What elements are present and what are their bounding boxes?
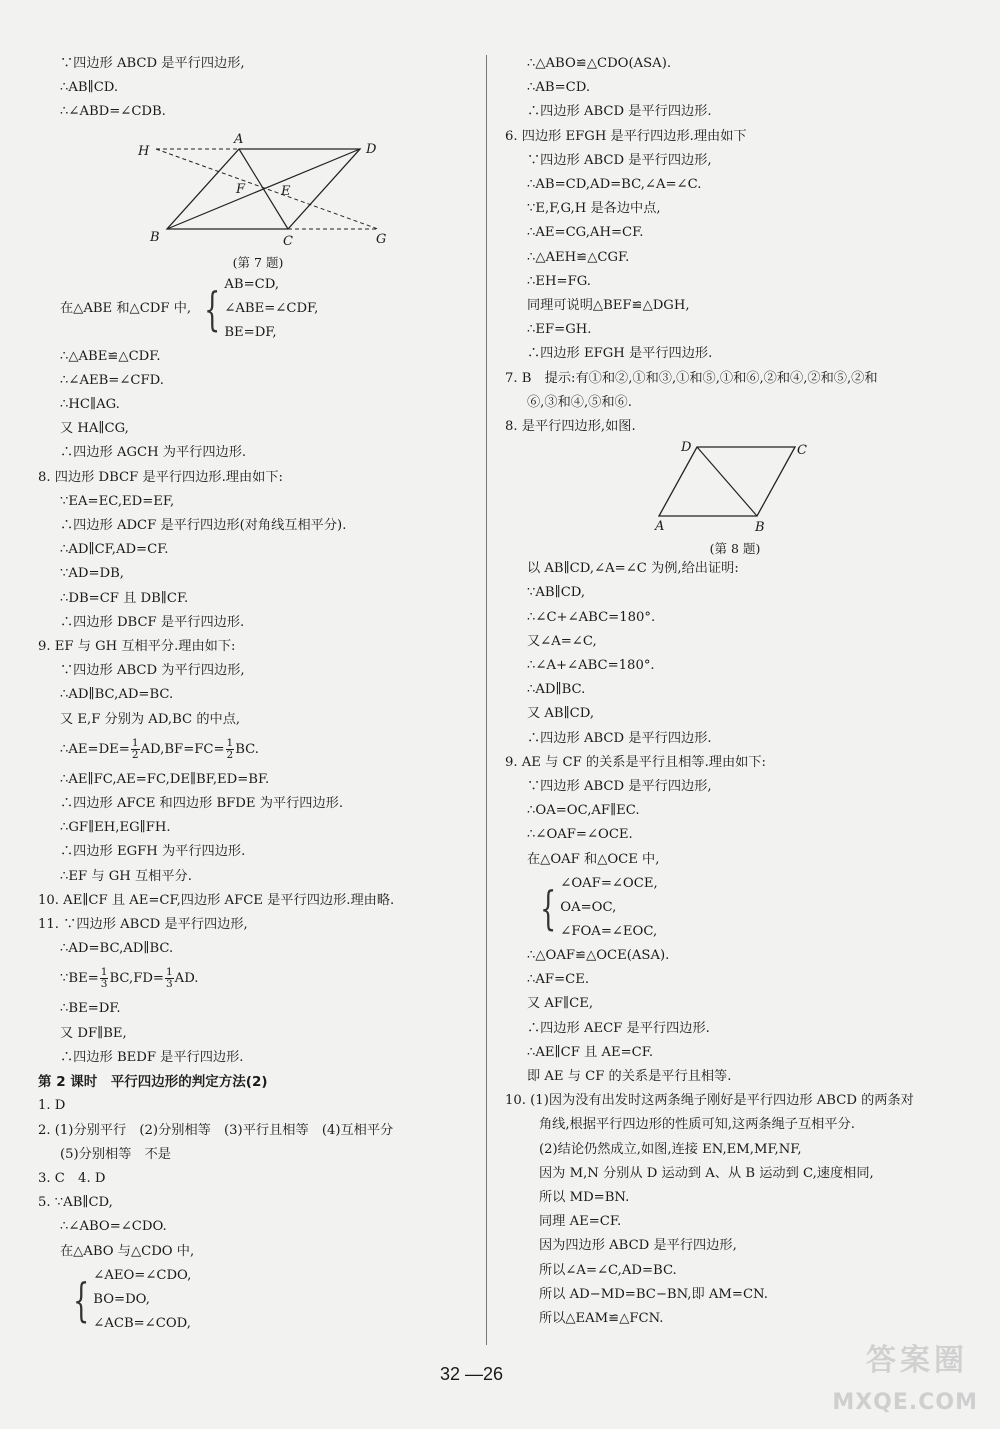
fraction-numerator: 1 xyxy=(131,736,139,749)
fraction-text-a: ∴AE=DE= xyxy=(60,741,130,757)
text-line: ∴AE=CG,AH=CF. xyxy=(527,225,644,241)
text-line: ⑥,③和④,⑤和⑥. xyxy=(527,394,632,410)
answer-line: 1. D xyxy=(38,1098,66,1114)
text-line: 所以 MD=BN. xyxy=(539,1189,630,1205)
question-9-header: 9. EF 与 GH 互相平分.理由如下: xyxy=(38,639,236,655)
text-line: ∴OA=OC,AF∥EC. xyxy=(527,803,640,819)
system-prefix: 在△ABE 和△CDF 中, xyxy=(60,300,192,316)
fraction-denominator: 3 xyxy=(165,978,173,991)
label-b: B xyxy=(755,520,765,536)
text-line: ∴AB=CD,AD=BC,∠A=∠C. xyxy=(527,177,702,193)
text-line: 同理 AE=CF. xyxy=(539,1214,622,1230)
figure-7 xyxy=(38,125,478,273)
section-title: 第 2 课时 平行四边形的判定方法(2) xyxy=(38,1074,268,1091)
text-line: ∴AD∥BC. xyxy=(527,682,586,698)
text-line: ∴EF=GH. xyxy=(527,322,592,338)
text-line: ∵EA=EC,ED=EF, xyxy=(60,493,175,509)
equation-system-9 xyxy=(505,872,965,944)
text-line: 角线,根据平行四边形的性质可知,这两条绳子互相平分. xyxy=(539,1117,855,1133)
system-line: ∠ACB=∠COD, xyxy=(93,1315,191,1331)
fraction-third xyxy=(100,967,109,990)
system-line: ∠ABE=∠CDF, xyxy=(224,300,319,316)
label-a: A xyxy=(234,131,244,147)
figure-7-diagram xyxy=(38,125,478,249)
text-line: 同理可说明△BEF≌△DGH, xyxy=(527,298,690,314)
fraction-line xyxy=(38,961,478,997)
text-line: ∴AE∥CF 且 AE=CF. xyxy=(527,1044,654,1060)
text-line: ∴四边形 AGCH 为平行四边形. xyxy=(60,445,247,461)
text-line: 所以 AD−MD=BC−BN,即 AM=CN. xyxy=(539,1286,768,1302)
text-line: ∴四边形 EGFH 为平行四边形. xyxy=(60,844,246,860)
label-d: D xyxy=(366,141,377,157)
text-line: 在△OAF 和△OCE 中, xyxy=(527,851,660,867)
label-c: C xyxy=(797,443,807,459)
answer-line: 在△ABO 与△CDO 中, xyxy=(60,1243,195,1259)
text-line: ∴∠ABD=∠CDB. xyxy=(60,104,166,120)
text-line: ∴四边形 BEDF 是平行四边形. xyxy=(60,1049,244,1065)
system-line: ∠FOA=∠EOC, xyxy=(560,923,658,939)
fraction-numerator: 1 xyxy=(100,966,108,979)
text-line: ∴EH=FG. xyxy=(527,273,591,289)
answer-line: 5. ∵AB∥CD, xyxy=(38,1195,113,1211)
brace-symbol: { xyxy=(540,880,557,935)
text-line: ∵E,F,G,H 是各边中点, xyxy=(527,201,661,217)
text-line: ∴△ABE≌△CDF. xyxy=(60,348,161,364)
question-11-header: 11. ∵四边形 ABCD 是平行四边形, xyxy=(38,917,248,933)
fraction-text-b: AD,BF=FC= xyxy=(140,741,225,757)
fraction-third xyxy=(165,967,174,990)
text-line: ∴∠OAF=∠OCE. xyxy=(527,827,633,843)
fraction-text-b: BC,FD= xyxy=(109,971,164,987)
question-8-header: 8. 是平行四边形,如图. xyxy=(505,419,636,435)
fraction-text-c: BC. xyxy=(235,741,259,757)
figure-8 xyxy=(505,439,965,557)
text-line: 所以∠A=∠C,AD=BC. xyxy=(539,1262,677,1278)
system-line: ∠AEO=∠CDO, xyxy=(93,1267,192,1283)
text-line: 所以△EAM≌△FCN. xyxy=(539,1310,664,1326)
column-divider xyxy=(486,55,487,1345)
text-line: ∵四边形 ABCD 是平行四边形, xyxy=(527,152,712,168)
text-line: ∴∠C+∠ABC=180°. xyxy=(527,609,656,625)
fraction-denominator: 2 xyxy=(226,748,234,761)
text-line: 又 E,F 分别为 AD,BC 的中点, xyxy=(60,711,241,727)
label-b: B xyxy=(150,229,160,245)
text-line: 又 HA∥CG, xyxy=(60,421,129,437)
fraction-text-a: ∵BE= xyxy=(60,971,99,987)
text-line: ∴∠A+∠ABC=180°. xyxy=(527,658,655,674)
text-line: ∴四边形 ABCD 是平行四边形. xyxy=(527,104,712,120)
text-line: ∴AD∥BC,AD=BC. xyxy=(60,687,174,703)
system-line: AB=CD, xyxy=(224,276,280,292)
text-line: 又∠A=∠C, xyxy=(527,633,597,649)
right-column xyxy=(505,52,965,1331)
text-line: ∴EF 与 GH 互相平分. xyxy=(60,868,192,884)
text-line: ∴△ABO≌△CDO(ASA). xyxy=(527,56,672,71)
figure-7-caption: (第 7 题) xyxy=(232,254,284,270)
watermark-top-text: 答案圈 xyxy=(866,1343,968,1378)
text-line: ∵四边形 ABCD 为平行四边形, xyxy=(60,663,245,679)
text-line: 又 AF∥CE, xyxy=(527,996,594,1012)
text-line: 又 AB∥CD, xyxy=(527,706,595,722)
question-10-header: 10. (1)因为没有出发时这两条绳子刚好是平行四边形 ABCD 的两条对 xyxy=(505,1093,914,1109)
fraction-text-c: AD. xyxy=(174,971,199,987)
system-line: BE=DF, xyxy=(224,324,277,340)
text-line: ∴四边形 DBCF 是平行四边形. xyxy=(60,614,245,630)
answer-line: 3. C 4. D xyxy=(38,1170,106,1186)
equation-system-7 xyxy=(38,273,478,345)
question-6-header: 6. 四边形 EFGH 是平行四边形.理由如下 xyxy=(505,128,747,144)
answer-line: ∴∠ABO=∠CDO. xyxy=(60,1219,167,1235)
fraction-numerator: 1 xyxy=(165,966,173,979)
label-a: A xyxy=(655,519,665,535)
label-g: G xyxy=(376,231,387,247)
text-line: ∴GF∥EH,EG∥FH. xyxy=(60,820,171,836)
system-line: OA=OC, xyxy=(560,899,617,915)
fraction-line xyxy=(38,732,478,768)
label-c: C xyxy=(283,233,293,249)
text-line: (2)结论仍然成立,如图,连接 EN,EM,MF,NF, xyxy=(539,1141,802,1157)
figure-8-diagram xyxy=(505,439,965,535)
text-line: ∴BE=DF. xyxy=(60,1001,121,1017)
text-line: ∵四边形 ABCD 是平行四边形, xyxy=(60,56,245,71)
brace-symbol: { xyxy=(73,1272,90,1327)
answer-line: (5)分别相等 不是 xyxy=(60,1146,171,1162)
text-line: ∴四边形 AECF 是平行四边形. xyxy=(527,1020,710,1036)
text-line: ∴△OAF≌△OCE(ASA). xyxy=(527,947,670,963)
brace-symbol: { xyxy=(204,281,221,336)
text-line: ∴四边形 EFGH 是平行四边形. xyxy=(527,346,713,362)
text-line: ∴AB∥CD. xyxy=(60,80,119,96)
text-line: ∴∠AEB=∠CFD. xyxy=(60,372,164,388)
text-line: ∴AB=CD. xyxy=(527,80,591,96)
answer-line: 2. (1)分别平行 (2)分别相等 (3)平行且相等 (4)互相平分 xyxy=(38,1122,394,1138)
question-10: 10. AE∥CF 且 AE=CF,四边形 AFCE 是平行四边形.理由略. xyxy=(38,892,395,908)
question-7: 7. B 提示:有①和②,①和③,①和⑤,①和⑥,②和④,②和⑤,②和 xyxy=(505,370,878,386)
fraction-numerator: 1 xyxy=(226,736,234,749)
fraction-half xyxy=(131,738,140,761)
fraction-denominator: 3 xyxy=(100,978,108,991)
text-line: ∴HC∥AG. xyxy=(60,397,120,413)
equation-system-5 xyxy=(38,1264,478,1336)
text-line: ∴AD∥CF,AD=CF. xyxy=(60,542,169,558)
watermark-logo xyxy=(788,1335,978,1415)
text-line: 又 DF∥BE, xyxy=(60,1025,127,1041)
system-line: ∠OAF=∠OCE, xyxy=(560,875,658,891)
text-line: ∵四边形 ABCD 是平行四边形, xyxy=(527,779,712,795)
text-line: 因为 M,N 分别从 D 运动到 A、从 B 运动到 C,速度相同, xyxy=(539,1165,874,1181)
system-line: BO=DO, xyxy=(93,1291,150,1307)
text-line: ∵AD=DB, xyxy=(60,566,124,582)
text-line: ∴四边形 AFCE 和四边形 BFDE 为平行四边形. xyxy=(60,796,344,812)
fraction-denominator: 2 xyxy=(131,748,139,761)
label-h: H xyxy=(138,143,150,159)
text-line: ∴AF=CE. xyxy=(527,972,590,988)
text-line: ∴四边形 ABCD 是平行四边形. xyxy=(527,730,712,746)
text-line: 即 AE 与 CF 的关系是平行且相等. xyxy=(527,1068,732,1084)
label-e: E xyxy=(281,183,291,199)
figure-8-caption: (第 8 题) xyxy=(709,541,761,557)
page-number: 32 —26 xyxy=(440,1364,504,1384)
text-line: ∴AD=BC,AD∥BC. xyxy=(60,941,174,957)
label-f: F xyxy=(236,181,246,197)
question-9-header: 9. AE 与 CF 的关系是平行且相等.理由如下: xyxy=(505,754,766,770)
text-line: 因为四边形 ABCD 是平行四边形, xyxy=(539,1238,737,1254)
text-line: ∴四边形 ADCF 是平行四边形(对角线互相平分). xyxy=(60,518,347,534)
text-line: ∵AB∥CD, xyxy=(527,585,586,601)
text-line: ∴△AEH≌△CGF. xyxy=(527,249,630,265)
left-column xyxy=(38,52,478,1336)
label-d: D xyxy=(681,440,692,456)
fraction-half xyxy=(226,738,235,761)
watermark-bottom-text: MXQE.COM xyxy=(832,1390,978,1415)
question-8-header: 8. 四边形 DBCF 是平行四边形.理由如下: xyxy=(38,469,283,485)
text-line: ∴AE∥FC,AE=FC,DE∥BF,ED=BF. xyxy=(60,771,270,787)
text-line: 以 AB∥CD,∠A=∠C 为例,给出证明: xyxy=(527,561,739,577)
text-line: ∴DB=CF 且 DB∥CF. xyxy=(60,590,189,606)
